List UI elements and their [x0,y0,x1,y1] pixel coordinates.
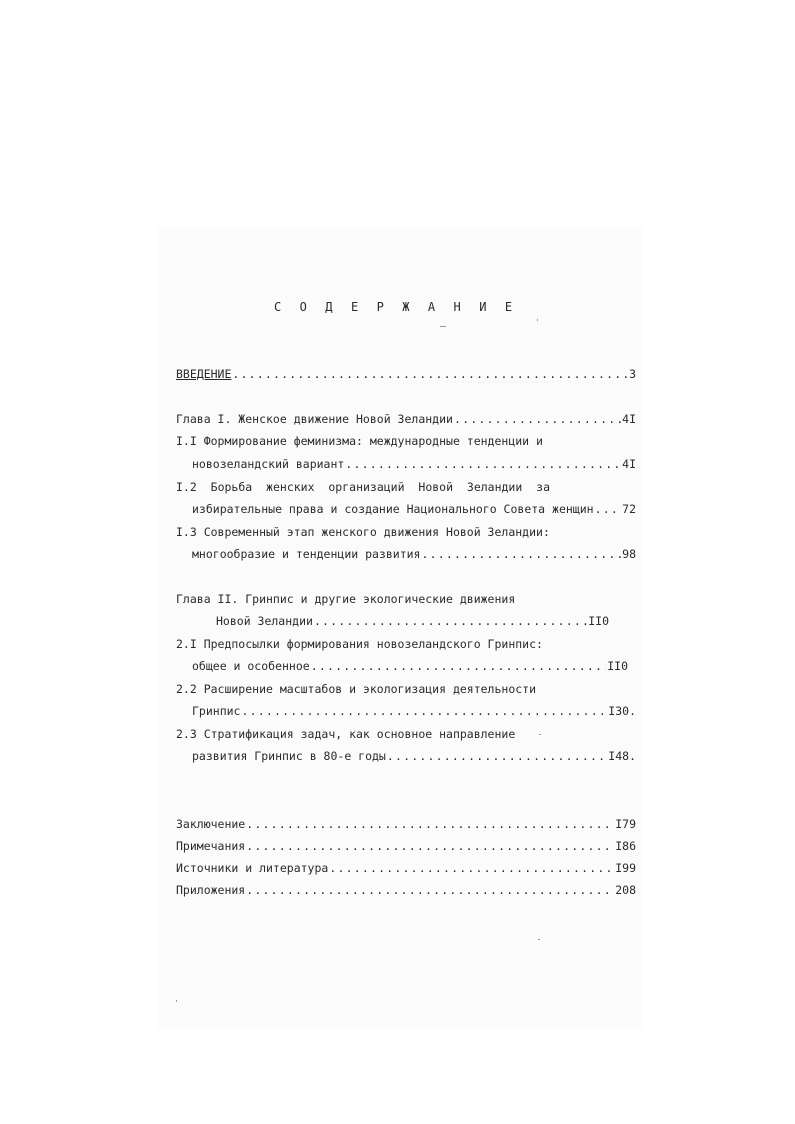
entry-title: Заключение [176,817,246,831]
toc-entry-chapter-2-line1[interactable] [176,591,636,607]
dot-leader [595,501,622,517]
entry-title: Источники и литература [176,861,329,875]
toc-entry-section-1-2-line1[interactable] [176,479,636,495]
toc-entry-section-1-1-line1[interactable] [176,433,636,449]
toc-entry-section-1-1-line2[interactable] [192,456,636,472]
scan-speck [538,939,540,940]
dot-leader [246,882,614,898]
toc-entry-section-1-3-line1[interactable] [176,524,636,540]
dot-leader [454,411,621,427]
scan-speck [440,326,446,327]
word: Борьба [210,480,253,494]
entry-title: 2.I Предпосылки формирования новозеландского Гринпис: [176,637,543,651]
toc-entry-section-1-2-line2[interactable] [192,501,636,517]
toc-entry-section-2-2-line1[interactable] [176,681,636,697]
entry-page: II0 [588,614,609,628]
word: организаций [328,480,405,494]
entry-title: Примечания [176,839,246,853]
entry-title: Гринпис [192,704,241,718]
toc-entry-conclusion[interactable] [176,816,636,832]
dot-leader [232,366,628,382]
entry-page: I48. [608,749,636,763]
entry-page: 98 [622,547,636,561]
toc-entry-section-2-2-line2[interactable] [192,703,636,719]
dot-leader [421,546,621,562]
toc-entry-appendix[interactable] [176,882,636,898]
entry-title: Новой Зеландии [216,614,313,628]
entry-title: 2.3 Стратификация задач, как основное направление [176,727,516,741]
entry-title: избирательные права и создание Национального Совета женщин [192,502,594,516]
entry-title: общее и особенное [192,659,310,673]
contents-title: С О Д Е Р Ж А Н И Е [274,300,518,314]
toc-entry-section-1-3-line2[interactable] [192,546,636,562]
scan-speck [539,734,541,735]
dot-leader [314,613,587,629]
entry-title: развития Гринпис в 80-е годы [192,749,386,763]
word: Новой [418,480,454,494]
entry-title: I.3 Современный этап женского движения Новой Зеландии: [176,525,550,539]
toc-entry-section-2-1-line2[interactable] [192,658,628,674]
word: I.2 [176,480,197,494]
toc-entry-sources[interactable] [176,860,636,876]
entry-title: 2.2 Расширение масштабов и экологизация деятельности [176,682,537,696]
toc-entry-section-2-3-line1[interactable] [176,726,636,742]
entry-page: 208 [615,883,636,897]
entry-title: ВВЕДЕНИЕ [176,367,232,381]
toc-entry-notes[interactable] [176,838,636,854]
entry-page: I99 [615,861,636,875]
entry-page: I86 [615,839,636,853]
entry-page: 3 [629,367,636,381]
entry-title: Глава II. Гринпис и другие экологические движения [176,592,516,606]
entry-title: Глава I. Женское движение Новой Зеландии [176,412,453,426]
dot-leader [241,703,607,719]
scan-speck [176,1000,177,1002]
dot-leader [329,860,614,876]
scan-speck [537,319,538,321]
entry-page: 4I [622,412,636,426]
word: Зеландии [466,480,523,494]
toc-entry-section-2-1-line1[interactable] [176,636,636,652]
dot-leader [311,658,607,674]
entry-page: 4I [622,457,636,471]
toc-entry-chapter-2-line2[interactable] [216,613,609,629]
entry-page: II0 [607,659,628,673]
entry-title: многообразие и тенденции развития [192,547,421,561]
dot-leader [246,816,614,832]
entry-title: I.I Формирование феминизма: международные тенденции и [176,434,543,448]
word: за [536,480,550,494]
toc-entry-section-2-3-line2[interactable] [192,748,636,764]
dot-leader [387,748,607,764]
toc-entry-introduction[interactable] [176,366,636,382]
entry-title: Приложения [176,883,246,897]
entry-page: I79 [615,817,636,831]
dot-leader [345,456,621,472]
entry-title: новозеландский вариант [192,457,345,471]
dot-leader [246,838,614,854]
toc-entry-chapter-1[interactable] [176,411,636,427]
entry-page: I30. [608,704,636,718]
entry-page: 72 [622,502,636,516]
word: женских [266,480,315,494]
